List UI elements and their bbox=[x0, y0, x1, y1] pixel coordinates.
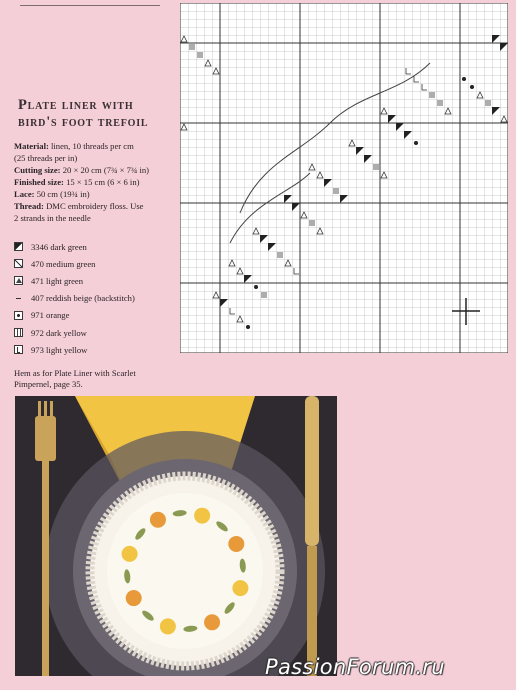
corner-l-icon bbox=[14, 345, 23, 354]
spec-row: (25 threads per in) bbox=[14, 153, 78, 163]
spec-row: Lace: 50 cm (19¾ in) bbox=[14, 189, 90, 199]
title-line-1: Plate liner with bbox=[18, 97, 134, 113]
specifications-list bbox=[14, 140, 189, 224]
thread-legend bbox=[14, 238, 189, 358]
flower bbox=[122, 546, 138, 562]
stitch-symbol bbox=[246, 325, 250, 329]
spec-row: Finished size: 15 × 15 cm (6 × 6 in) bbox=[14, 177, 140, 187]
stitch-symbol bbox=[254, 285, 258, 289]
vertical-bars-icon bbox=[14, 328, 23, 337]
linen-center bbox=[107, 493, 263, 649]
page-title bbox=[18, 97, 188, 131]
legend-item: 973 light yellow bbox=[14, 341, 189, 358]
flower bbox=[150, 512, 166, 528]
dash-icon bbox=[14, 294, 23, 303]
spec-row: 2 strands in the needle bbox=[14, 213, 91, 223]
legend-item: 972 dark yellow bbox=[14, 324, 189, 341]
spec-row: Material: linen, 10 threads per cm bbox=[14, 141, 134, 151]
flower bbox=[228, 536, 244, 552]
stitch-symbol bbox=[470, 85, 474, 89]
spec-row: Thread: DMC embroidery floss. Use bbox=[14, 201, 144, 211]
diagonal-slash-icon bbox=[14, 259, 23, 268]
dot-icon bbox=[14, 311, 23, 320]
stitch-symbol bbox=[462, 77, 466, 81]
flower bbox=[160, 618, 176, 634]
cross-stitch-chart bbox=[180, 3, 508, 353]
flower bbox=[204, 614, 220, 630]
legend-item: 407 reddish beige (backstitch) bbox=[14, 290, 189, 307]
legend-item: 471 light green bbox=[14, 272, 189, 289]
knife bbox=[305, 396, 319, 676]
title-line-2: bird's foot trefoil bbox=[18, 114, 149, 130]
finished-plate-photo bbox=[15, 396, 337, 676]
spec-row: Cutting size: 20 × 20 cm (7¾ × 7¾ in) bbox=[14, 165, 150, 175]
legend-item: 971 orange bbox=[14, 307, 189, 324]
legend-item: 3346 dark green bbox=[14, 238, 189, 255]
top-rule bbox=[20, 5, 160, 6]
legend-item: 470 medium green bbox=[14, 255, 189, 272]
hem-note: Hem as for Plate Liner with Scarlet Pimpernel, page 35. bbox=[14, 368, 136, 389]
half-filled-square-icon bbox=[14, 242, 23, 251]
watermark: PassionForum.ru bbox=[265, 655, 445, 679]
flower bbox=[194, 508, 210, 524]
stitch-symbol bbox=[414, 141, 418, 145]
plate-illustration bbox=[15, 396, 337, 676]
flower bbox=[126, 590, 142, 606]
flower bbox=[232, 580, 248, 596]
triangle-icon bbox=[14, 276, 23, 285]
